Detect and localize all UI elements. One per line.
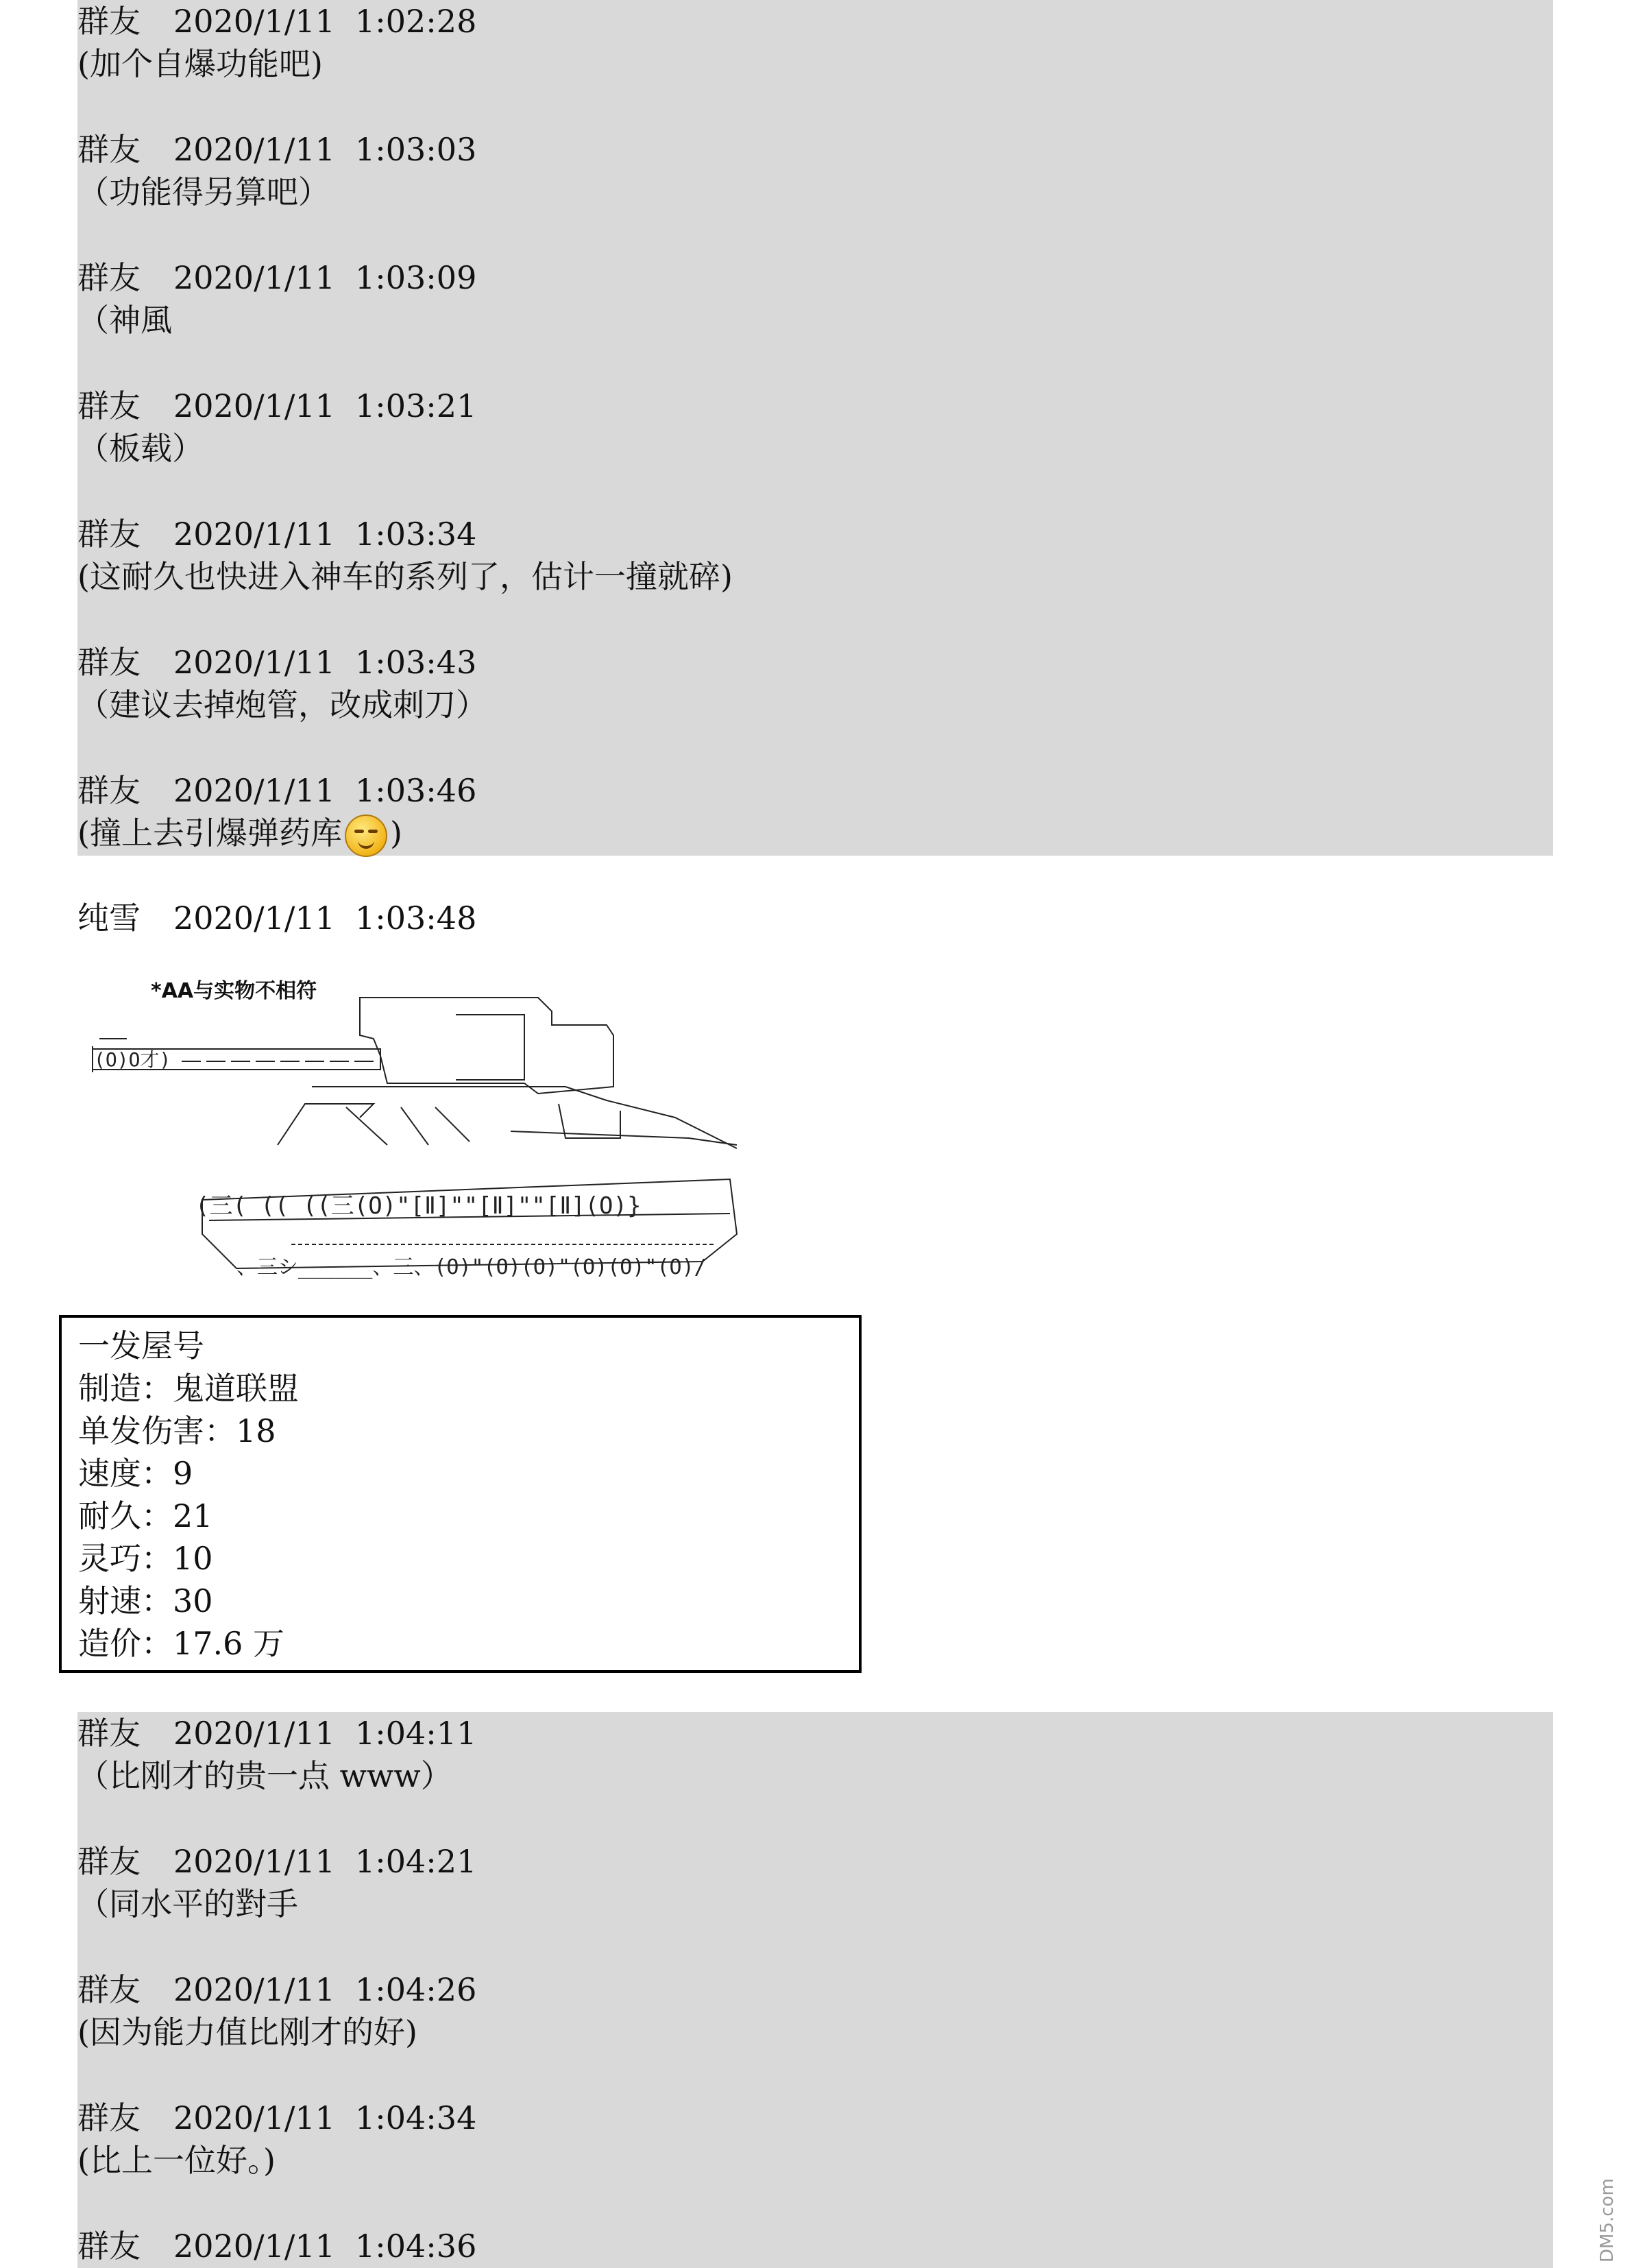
message-text: （板载）: [77, 430, 204, 467]
ascii-art-caption: *AA与实物不相符: [151, 979, 317, 1003]
svg-text:(O)O才): (O)O才): [94, 1048, 171, 1071]
svg-text:(三( (( ((三(O)"[Ⅱ]""[Ⅱ]""[Ⅱ](O: (三( (( ((三(O)"[Ⅱ]""[Ⅱ]""[Ⅱ](O)}: [195, 1192, 642, 1220]
stat-agility: 灵巧：10: [78, 1540, 213, 1577]
message-header: 群友 2020/1/11 1:04:26: [77, 1971, 477, 2008]
stat-durability: 耐久：21: [78, 1497, 213, 1534]
message-text: （比刚才的贵一点 www）: [77, 1757, 452, 1794]
message-text: (这耐久也快进入神车的系列了，估计一撞就碎): [77, 558, 733, 595]
stat-damage: 单发伤害：18: [78, 1412, 276, 1449]
stat-maker: 制造：鬼道联盟: [78, 1370, 299, 1407]
author-message-header: 纯雪 2020/1/11 1:03:48: [77, 900, 477, 937]
stat-fire-rate: 射速：30: [78, 1582, 213, 1619]
stat-name: 一发屋号: [78, 1327, 204, 1364]
stat-cost: 造价：17.6 万: [78, 1625, 285, 1662]
message-header: 群友 2020/1/11 1:03:34: [77, 516, 477, 553]
message-text: (比上一位好。): [77, 2142, 276, 2179]
tank-drawing: [86, 974, 744, 1282]
svg-text:、三シ______、三、(O)"(O)(O)"(O)(O)": 、三シ______、三、(O)"(O)(O)"(O)(O)"(O)/: [236, 1255, 707, 1279]
message-header: 群友 2020/1/11 1:04:11: [77, 1715, 477, 1752]
message-header: 群友 2020/1/11 1:03:21: [77, 387, 477, 424]
message-text: (撞上去引爆弹药库 ): [77, 812, 402, 857]
message-text: (加个自爆功能吧): [77, 45, 323, 82]
stat-speed: 速度：9: [78, 1455, 193, 1492]
message-text: （同水平的對手: [77, 1885, 298, 1922]
message-header: 群友 2020/1/11 1:04:21: [77, 1843, 477, 1880]
message-header: 群友 2020/1/11 1:04:34: [77, 2099, 477, 2136]
tank-ascii-art: [86, 974, 744, 1282]
message-text: （功能得另算吧）: [77, 173, 330, 210]
message-header: 群友 2020/1/11 1:04:36: [77, 2228, 477, 2265]
message-header: 群友 2020/1/11 1:03:43: [77, 644, 477, 681]
unit-stats-box: [59, 1315, 862, 1673]
site-watermark: DM5.com: [1597, 2178, 1618, 2263]
message-header: 群友 2020/1/11 1:03:46: [77, 772, 477, 809]
message-text: (因为能力值比刚才的好): [77, 2014, 417, 2051]
message-header: 群友 2020/1/11 1:02:28: [77, 3, 477, 40]
message-header: 群友 2020/1/11 1:03:09: [77, 259, 477, 296]
message-text: （神風: [77, 302, 172, 339]
smirk-emoji-icon: [345, 815, 387, 857]
message-text: （建议去掉炮管，改成刺刀）: [77, 686, 487, 723]
message-header: 群友 2020/1/11 1:03:03: [77, 131, 477, 168]
